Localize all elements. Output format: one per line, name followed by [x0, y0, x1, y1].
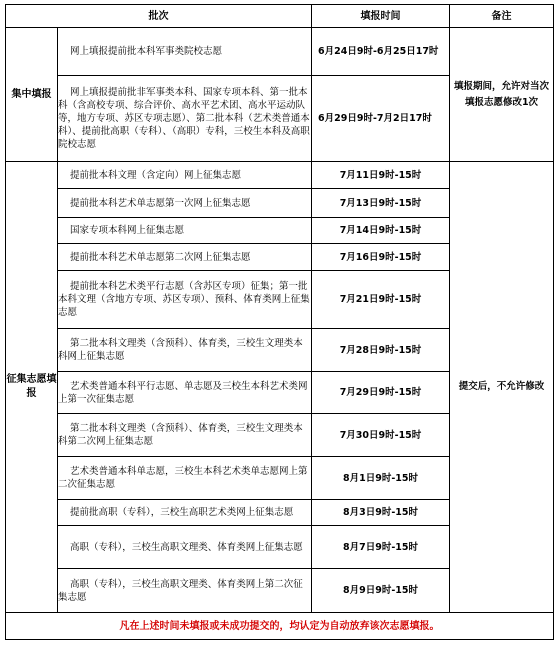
time-cell: 6月24日9时-6月25日17时: [312, 28, 450, 76]
group-label-solicitation: 征集志愿填报: [6, 162, 58, 613]
footer-row: [6, 613, 554, 640]
batch-text: 提前批本科艺术单志愿第一次网上征集志愿: [70, 197, 251, 209]
group-label-concentrated: 集中填报: [6, 28, 58, 162]
batch-text: 提前批本科艺术类平行志愿（含苏区专项）征集；第一批本科文理（含地方专项、苏区专项）、预科、体育类网上征集志愿: [58, 281, 310, 318]
batch-text: 网上填报提前批非军事类本科、国家专项本科、第一批本科（含高校专项、综合评价、高水平艺术团、高水平运动队等，地方专项、苏区专项志愿）、第二批本科（艺术类普通本科）、提前批高职（专科）、（高职）专科，三校生本科及高职院校志愿: [58, 87, 310, 150]
time-cell: 8月3日9时-15时: [312, 500, 450, 526]
batch-text: 第二批本科文理类（含预科）、体育类，三校生文理类本科网上征集志愿: [58, 338, 303, 362]
time-cell: 7月16日9时-15时: [312, 244, 450, 271]
footer-notice: 凡在上述时间未填报或未成功提交的，均认定为自动放弃该次志愿填报。: [6, 613, 554, 640]
batch-text: 国家专项本科网上征集志愿: [70, 225, 185, 236]
batch-text: 提前批高职（专科），三校生高职艺术类网上征集志愿: [70, 507, 294, 518]
schedule-sheet: [5, 4, 553, 640]
batch-cell: [58, 162, 312, 189]
application-schedule-table: [5, 4, 554, 640]
table-row: [6, 28, 554, 76]
time-cell: 7月14日9时-15时: [312, 218, 450, 244]
header-note: 备注: [450, 5, 554, 28]
time-cell: 8月1日9时-15时: [312, 457, 450, 500]
time-cell: 7月30日9时-15时: [312, 414, 450, 457]
batch-cell: [58, 414, 312, 457]
batch-cell: [58, 244, 312, 271]
time-cell: 7月11日9时-15时: [312, 162, 450, 189]
batch-cell: [58, 500, 312, 526]
batch-cell: [58, 271, 312, 329]
note-concentrated: 填报期间，允许对当次填报志愿修改1次: [450, 28, 554, 162]
batch-cell: [58, 457, 312, 500]
header-row: [6, 5, 554, 28]
time-cell: 6月29日9时-7月2日17时: [312, 76, 450, 162]
batch-cell: [58, 218, 312, 244]
time-cell: 7月13日9时-15时: [312, 189, 450, 218]
batch-text: 艺术类普通本科单志愿，三校生本科艺术类单志愿网上第二次征集志愿: [58, 466, 308, 490]
batch-cell: [58, 526, 312, 569]
note-solicitation: 提交后，不允许修改: [450, 162, 554, 613]
table-row: [6, 162, 554, 189]
batch-text: 高职（专科），三校生高职文理类、体育类网上第二次征集志愿: [58, 578, 303, 603]
batch-text: 第二批本科文理类（含预科）、体育类，三校生文理类本科第二次网上征集志愿: [58, 423, 303, 447]
batch-text: 提前批本科文理（含定向）网上征集志愿: [70, 169, 242, 181]
time-cell: 7月29日9时-15时: [312, 372, 450, 414]
time-cell: 7月21日9时-15时: [312, 271, 450, 329]
batch-cell: [58, 189, 312, 218]
batch-text: 网上填报提前批本科军事类院校志愿: [70, 46, 223, 57]
time-cell: 8月7日9时-15时: [312, 526, 450, 569]
batch-cell: [58, 28, 312, 76]
time-cell: 7月28日9时-15时: [312, 329, 450, 372]
batch-cell: [58, 569, 312, 613]
header-batch: 批次: [6, 5, 312, 28]
batch-text: 艺术类普通本科平行志愿、单志愿及三校生本科艺术类网上第一次征集志愿: [58, 380, 308, 405]
batch-cell: [58, 372, 312, 414]
batch-text: 提前批本科艺术单志愿第二次网上征集志愿: [70, 251, 251, 263]
batch-cell: [58, 329, 312, 372]
batch-text: 高职（专科），三校生高职文理类、体育类网上征集志愿: [70, 541, 303, 553]
batch-cell: [58, 76, 312, 162]
header-time: 填报时间: [312, 5, 450, 28]
time-cell: 8月9日9时-15时: [312, 569, 450, 613]
